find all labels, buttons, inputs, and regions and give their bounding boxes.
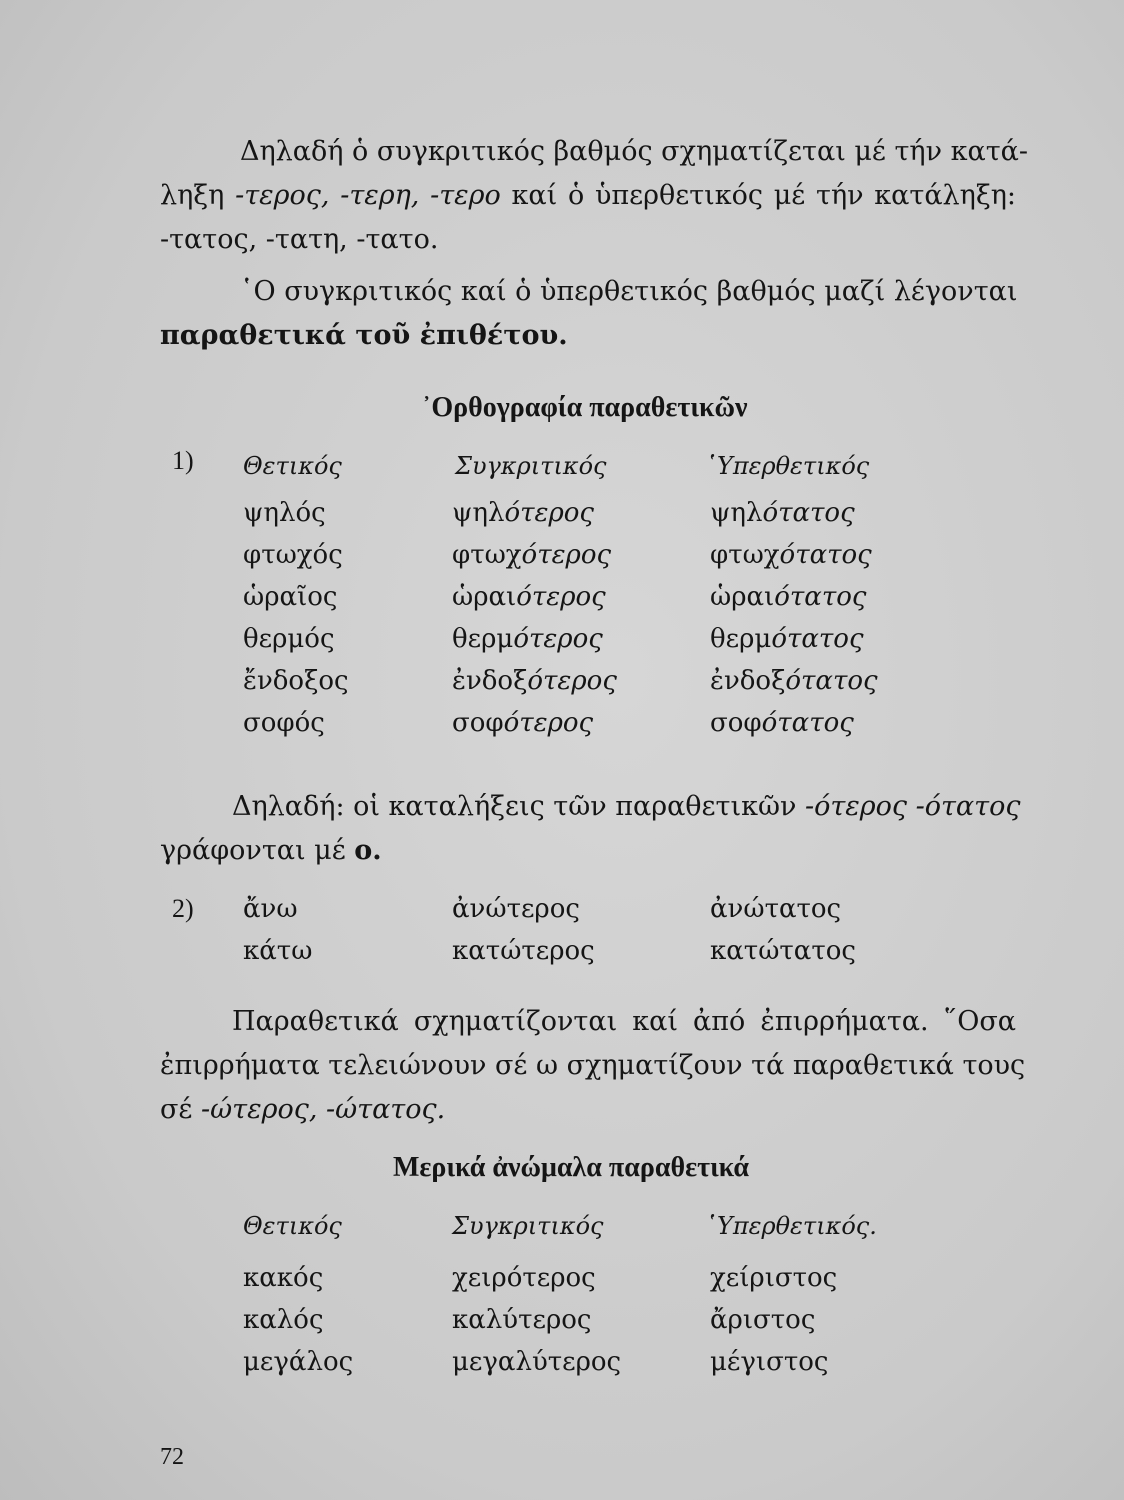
table-cell: κατώτερος [452,936,595,966]
section2-para-line2: ἐπιρρήματα τελειώνουν σέ ω σχηματίζουν τά παραθετικά τους [160,1050,1026,1081]
section3-col-comparative: Συγκριτικός [452,1212,604,1240]
section1-col-comparative: Συγκριτικός [455,452,607,480]
section3-col-superlative: ῾Υπερθετικός. [705,1212,877,1240]
table-cell: ἐνδοξότατος [710,666,878,696]
section1-col-superlative: ῾Υπερθετικός [705,452,870,480]
table-cell: χειρότερος [452,1263,596,1293]
table-cell: ψηλός [243,498,326,528]
section1-note-line1: Δηλαδή: οἱ καταλήξεις τῶν παραθετικῶν -ότερος -ότατος [232,791,1021,822]
paragraph2-line2: παραθετικά τοῦ ἐπιθέτου. [160,320,568,351]
table-cell: καλός [243,1305,324,1335]
table-cell: ἀνώτατος [710,894,842,924]
section1-note-line2: γράφονται μέ ο. [160,835,382,866]
table-cell: ἄριστος [710,1305,816,1335]
table-cell: σοφότατος [710,708,854,738]
table-cell: ἔνδοξος [243,666,349,696]
table-cell: σοφός [243,708,325,738]
section1-heading: ᾿Ορθογραφία παραθετικῶν [422,392,748,423]
section2-para-line3: σέ -ώτερος, -ώτατος. [160,1094,446,1125]
paragraph1-line3: -τατος, -τατη, -τατο. [160,224,439,255]
page-number: 72 [160,1444,184,1470]
table-cell: φτωχός [243,540,343,570]
table-cell: θερμότερος [452,624,603,654]
table-cell: κάτω [243,936,313,966]
section3-col-positive: Θετικός [243,1212,342,1240]
table-cell: μεγαλύτερος [452,1347,622,1377]
table-cell: φτωχότερος [452,540,612,570]
paragraph1-line2: ληξη -τερος, -τερη, -τερο καί ὁ ὑπερθετικός μέ τήν κατάληξη: [160,180,1016,211]
table-cell: χείριστος [710,1263,838,1293]
table-cell: μέγιστος [710,1347,829,1377]
table-cell: ὡραιότερος [452,582,606,612]
table-cell: ψηλότατος [710,498,855,528]
table-cell: θερμότατος [710,624,864,654]
section2-para-line1: Παραθετικά σχηματίζονται καί ἀπό ἐπιρρήματα. ῞Οσα [232,1006,1016,1037]
section2-number: 2) [172,894,194,923]
table-cell: ἄνω [243,894,298,924]
table-cell: μεγάλος [243,1347,354,1377]
table-cell: κατώτατος [710,936,856,966]
table-cell: ἐνδοξότερος [452,666,617,696]
table-cell: καλύτερος [452,1305,592,1335]
paragraph2-line1: ῾Ο συγκριτικός καί ὁ ὑπερθετικός βαθμός μαζί λέγονται [240,276,1018,307]
table-cell: θερμός [243,624,335,654]
table-cell: ἀνώτερος [452,894,580,924]
table-cell: σοφότερος [452,708,594,738]
table-cell: φτωχότατος [710,540,872,570]
section3-heading: Μερικά ἀνώμαλα παραθετικά [393,1152,750,1183]
table-cell: ὡραῖος [243,582,338,612]
table-cell: ὡραιότατος [710,582,867,612]
section1-col-positive: Θετικός [243,452,342,480]
table-cell: κακός [243,1263,324,1293]
table-cell: ψηλότερος [452,498,594,528]
section1-number: 1) [172,446,194,475]
paragraph1-line1: Δηλαδή ὁ συγκριτικός βαθμός σχηματίζεται μέ τήν κατά- [240,136,1029,167]
